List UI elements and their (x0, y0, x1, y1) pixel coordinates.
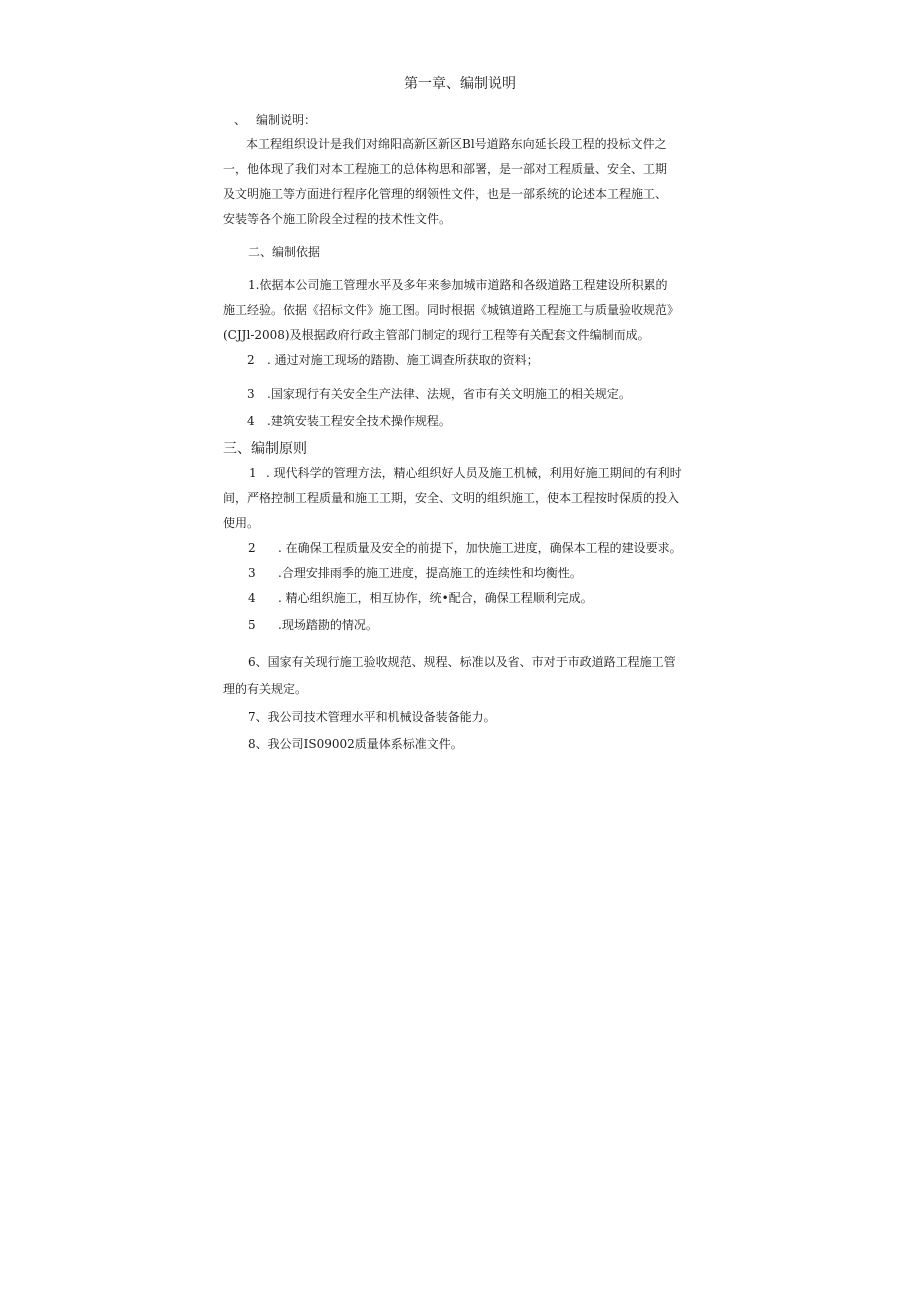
section2-item2-text: . 通过对施工现场的踏勘、施工调查所获取的资料； (267, 353, 539, 367)
section2-item2-number: 2 (247, 353, 255, 367)
section3-item1-line: . 现代科学的管理方法，精心组织好人员及施工机械，利用好施工期间的有利时 (266, 466, 682, 480)
section3-item4-number: 4 (248, 591, 256, 605)
section3-item6-line: 理的有关规定。 (223, 682, 308, 696)
section2-item1-line: (CJJl-2008)及根据政府行政主管部门制定的现行工程等有关配套文件编制而成。 (223, 328, 650, 342)
section3-item6-line: 6、国家有关现行施工验收规范、规程、标准以及省、市对于市政道路工程施工管 (248, 655, 676, 669)
section2-item3-number: 3 (247, 387, 255, 401)
section1-para-line: 本工程组织设计是我们对绵阳高新区新区Bl号道路东向延长段工程的投标文件之 (246, 137, 667, 151)
section1-para-line: 及文明施工等方面进行程序化管理的纲领性文件，也是一部系统的论述本工程施工、 (223, 187, 668, 201)
chapter-title: 第一章、编制说明 (404, 76, 516, 92)
section3-item4-text: . 精心组织施工，相互协作，统•配合，确保工程顺利完成。 (278, 591, 593, 605)
section3-heading: 三、编制原则 (223, 441, 307, 457)
section2-item3-text: .国家现行有关安全生产法律、法规，省市有关文明施工的相关规定。 (267, 387, 631, 401)
section2-item1-line: 1.依据本公司施工管理水平及多年来参加城市道路和各级道路工程建设所积累的 (248, 278, 668, 292)
section3-item2-number: 2 (248, 541, 256, 555)
section1-heading: 编制说明： (256, 113, 317, 127)
section2-item4-text: .建筑安装工程安全技术操作规程。 (267, 414, 451, 428)
section3-item1-line: 使用。 (223, 516, 260, 530)
section2-item1-line: 施工经验。依据《招标文件》施工图。同时根据《城镇道路工程施工与质量验收规范》 (223, 303, 680, 317)
section3-item7-text: 7、我公司技术管理水平和机械设备装备能力。 (248, 710, 496, 724)
section1-heading-mark: 、 (234, 113, 247, 127)
section3-item5-number: 5 (248, 618, 256, 632)
section3-item2-text: . 在确保工程质量及安全的前提下，加快施工进度，确保本工程的建设要求。 (278, 541, 682, 555)
section3-item1-line: 间，严格控制工程质量和施工工期，安全、文明的组织施工，使本工程按时保质的投入 (223, 491, 680, 505)
section3-item8-text: 8、我公司IS09002质量体系标准文件。 (248, 737, 463, 751)
section2-item4-number: 4 (247, 414, 255, 428)
section1-para-line: 安装等各个施工阶段全过程的技术性文件。 (223, 212, 452, 226)
section3-item3-number: 3 (248, 566, 256, 580)
section3-item3-text: .合理安排雨季的施工进度，提高施工的连续性和均衡性。 (278, 566, 582, 580)
section2-heading: 二、编制依据 (248, 245, 321, 259)
section1-para-line: 一，他体现了我们对本工程施工的总体构思和部署，是一部对工程质量、安全、工期 (223, 162, 668, 176)
section3-item5-text: .现场踏勘的情况。 (278, 618, 378, 632)
section3-item1-number: 1 (249, 466, 257, 480)
